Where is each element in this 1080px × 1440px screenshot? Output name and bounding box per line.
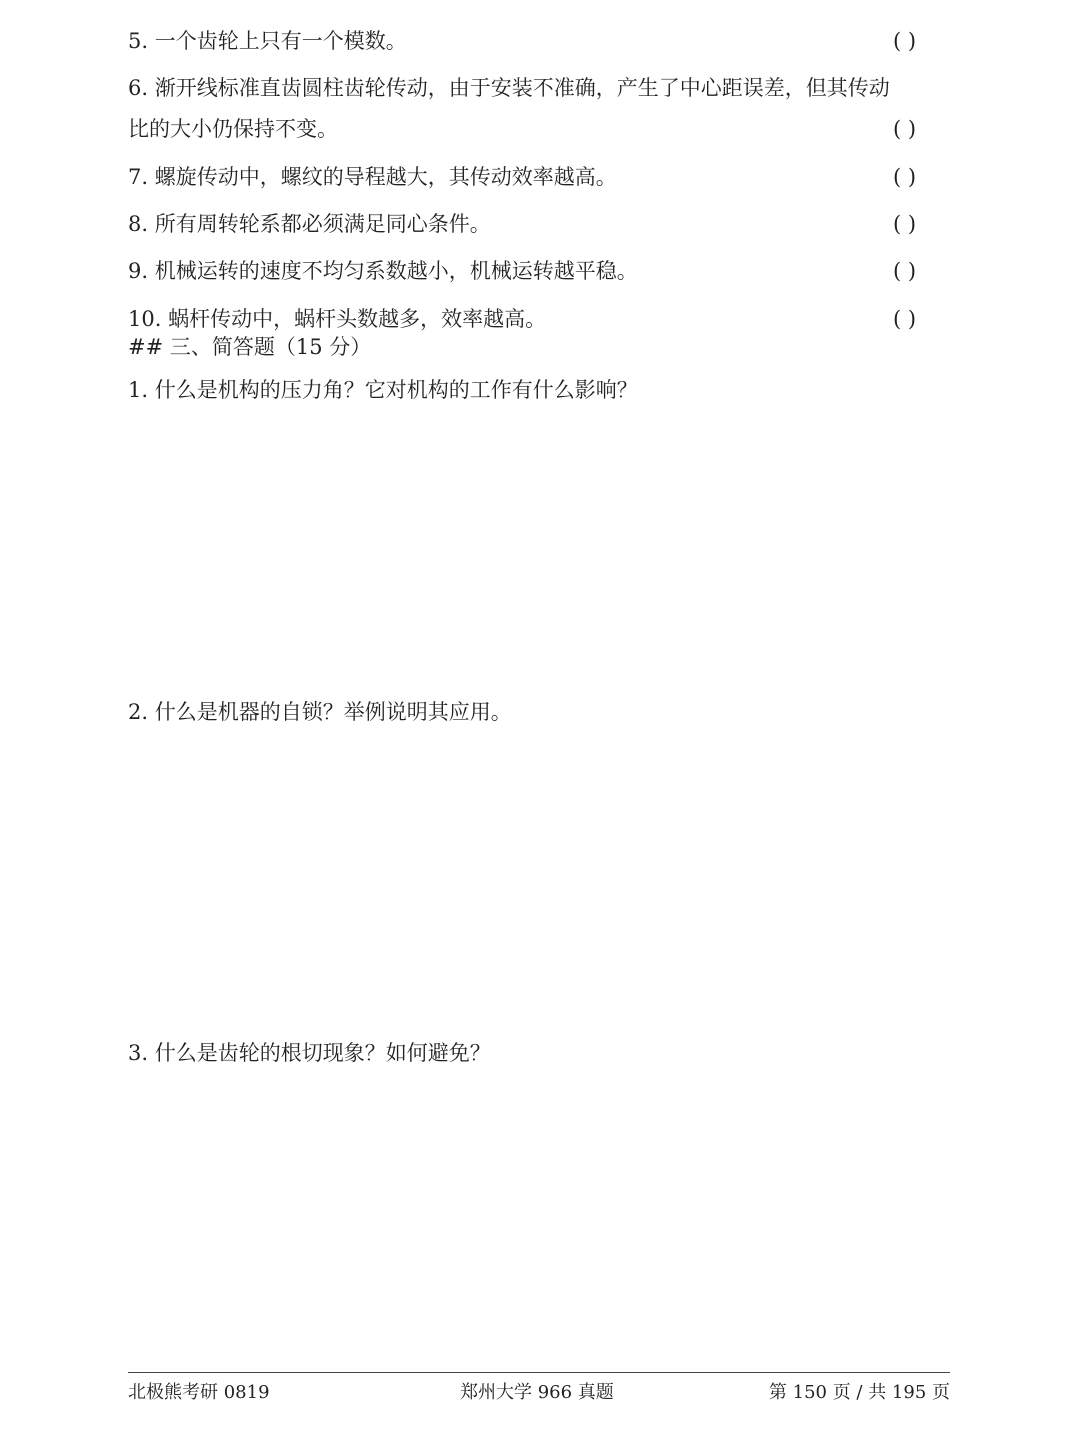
question-10-text: 10. 蜗杆传动中，蜗杆头数越多，效率越高。 xyxy=(128,307,547,331)
question-8-text: 8. 所有周转轮系都必须满足同心条件。 xyxy=(128,212,491,236)
footer-page-number: 第 150 页 / 共 195 页 xyxy=(768,1382,950,1403)
short-answer-question-2: 2. 什么是机器的自锁？举例说明其应用。 xyxy=(128,700,512,724)
question-7-text: 7. 螺旋传动中，螺纹的导程越大，其传动效率越高。 xyxy=(128,165,617,189)
section-3-heading: ## 三、简答题（15 分） xyxy=(128,335,372,359)
question-6-text-line2: 比的大小仍保持不变。 xyxy=(128,117,338,141)
footer-divider xyxy=(128,1372,950,1373)
question-9-answer-blank: ( ) xyxy=(893,259,917,283)
question-6-answer-blank: ( ) xyxy=(893,117,917,141)
question-7-answer-blank: ( ) xyxy=(893,165,917,189)
question-6-text-line1: 6. 渐开线标准直齿圆柱齿轮传动，由于安装不准确，产生了中心距误差，但其传动 xyxy=(128,76,890,100)
question-10-answer-blank: ( ) xyxy=(893,307,917,331)
question-8-answer-blank: ( ) xyxy=(893,212,917,236)
question-5-text: 5. 一个齿轮上只有一个模数。 xyxy=(128,29,407,53)
question-5-answer-blank: ( ) xyxy=(893,29,917,53)
question-9-text: 9. 机械运转的速度不均匀系数越小，机械运转越平稳。 xyxy=(128,259,638,283)
footer-center-text: 郑州大学 966 真题 xyxy=(460,1382,614,1403)
short-answer-question-1: 1. 什么是机构的压力角？它对机构的工作有什么影响？ xyxy=(128,378,638,402)
short-answer-question-3: 3. 什么是齿轮的根切现象？如何避免？ xyxy=(128,1041,491,1065)
footer-left-text: 北极熊考研 0819 xyxy=(128,1382,270,1403)
